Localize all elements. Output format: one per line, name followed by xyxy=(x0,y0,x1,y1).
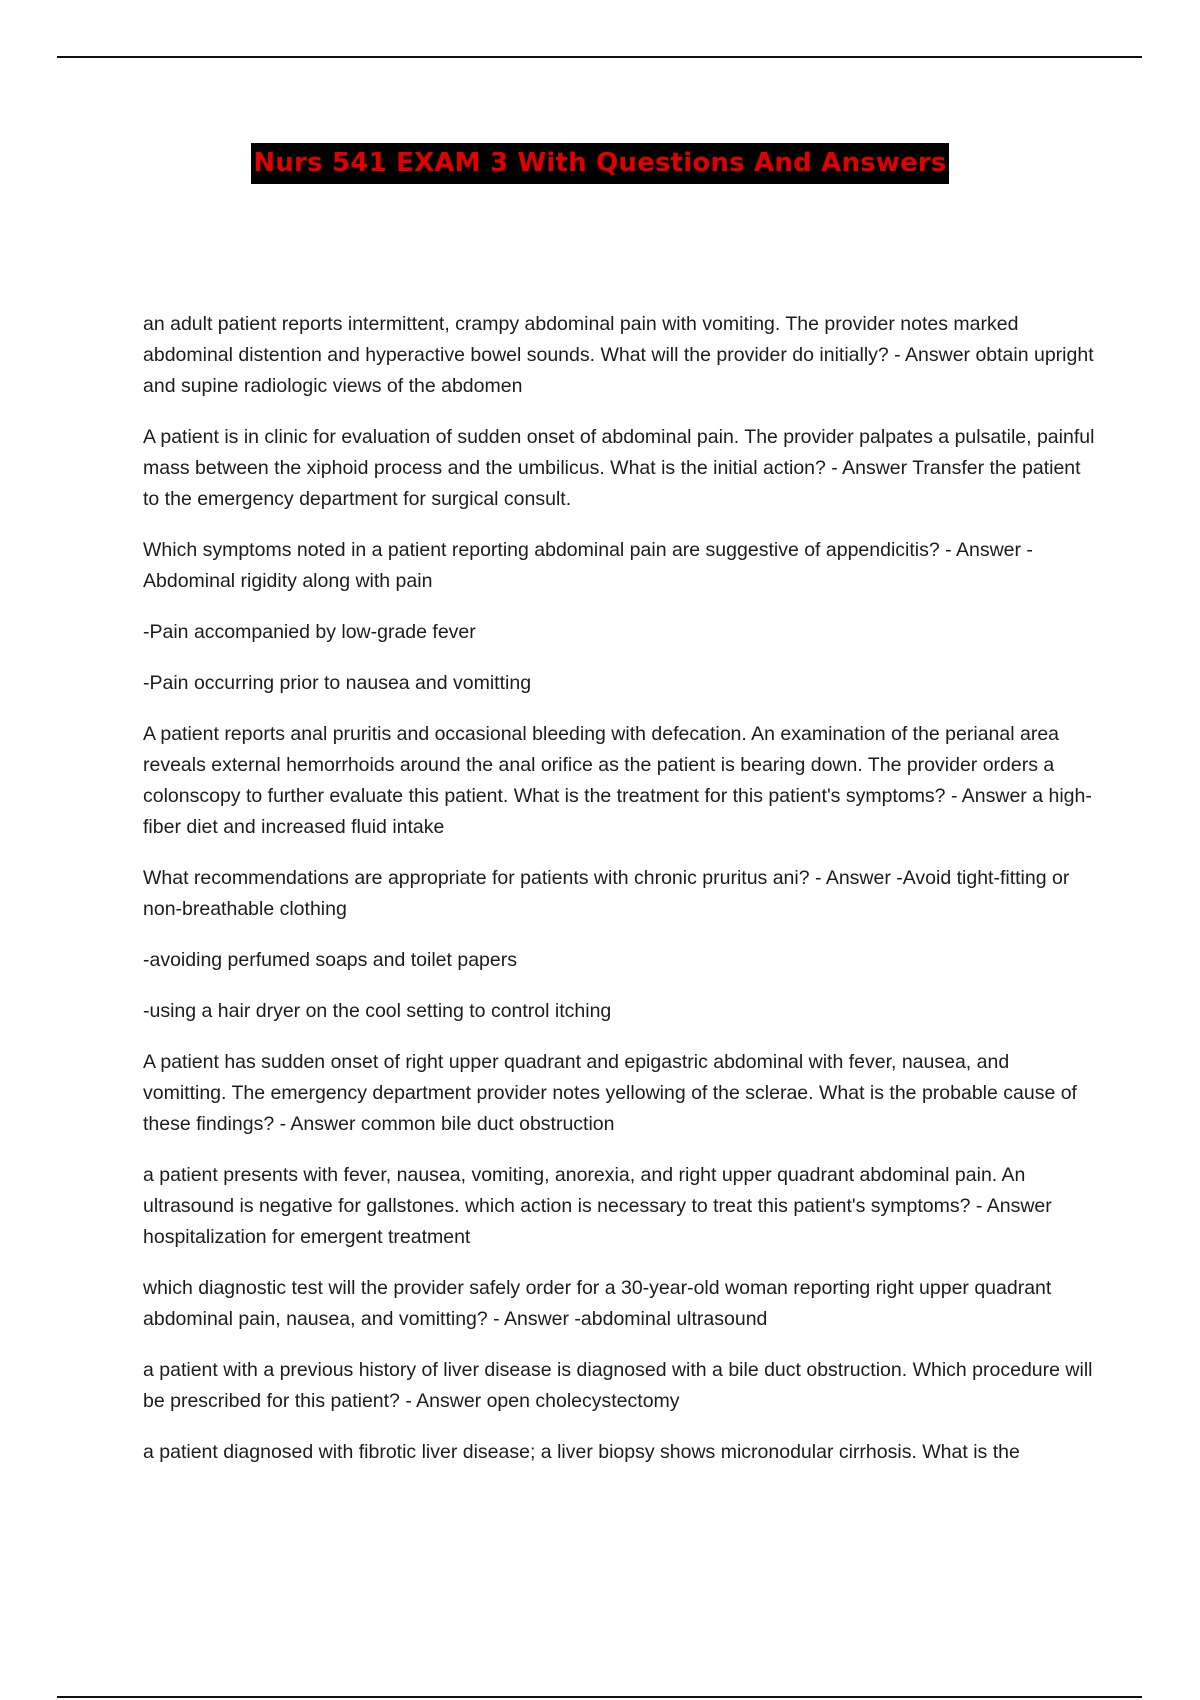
qa-paragraph: a patient diagnosed with fibrotic liver disease; a liver biopsy shows micronodular cirrhosis. What is the xyxy=(143,1441,1020,1463)
qa-paragraph: Which symptoms noted in a patient reporting abdominal pain are suggestive of appendicitis? - Answer -Abdominal rigidity along with pain xyxy=(143,539,1033,592)
title-container xyxy=(0,143,1200,184)
bottom-rule xyxy=(57,1696,1142,1698)
qa-paragraph: A patient is in clinic for evaluation of sudden onset of abdominal pain. The provider palpates a pulsatile, painful mass between the xiphoid process and the umbilicus. What is the initial action? - Answer Transfer the patient to the emergency department for surgical consult. xyxy=(143,426,1095,510)
answer-list-item: -Pain accompanied by low-grade fever xyxy=(143,621,476,643)
page-title: Nurs 541 EXAM 3 With Questions And Answers xyxy=(251,143,948,184)
top-rule xyxy=(57,56,1142,58)
qa-paragraph: a patient with a previous history of liver disease is diagnosed with a bile duct obstruction. Which procedure will be prescribed for this patient? - Answer open cholecystectomy xyxy=(143,1359,1093,1412)
qa-paragraph: a patient presents with fever, nausea, vomiting, anorexia, and right upper quadrant abdominal pain. An ultrasound is negative for gallstones. which action is necessary to treat this patient's symptoms? - Answer hospitalization for emergent treatment xyxy=(143,1164,1052,1248)
answer-list-item: -using a hair dryer on the cool setting to control itching xyxy=(143,1000,612,1022)
qa-paragraph: A patient reports anal pruritis and occasional bleeding with defecation. An examination of the perianal area reveals external hemorrhoids around the anal orifice as the patient is bearing down. The provider orders a colonscopy to further evaluate this patient. What is the treatment for this patient's symptoms? - Answer a high-fiber diet and increased fluid intake xyxy=(143,723,1092,838)
qa-paragraph: which diagnostic test will the provider safely order for a 30-year-old woman reporting right upper quadrant abdominal pain, nausea, and vomitting? - Answer -abdominal ultrasound xyxy=(143,1277,1052,1330)
qa-paragraph: A patient has sudden onset of right upper quadrant and epigastric abdominal with fever, nausea, and vomitting. The emergency department provider notes yellowing of the sclerae. What is the probable cause of these findings? - Answer common bile duct obstruction xyxy=(143,1051,1077,1135)
answer-list-item: -Pain occurring prior to nausea and vomitting xyxy=(143,672,532,694)
qa-paragraph: What recommendations are appropriate for patients with chronic pruritus ani? - Answer -Avoid tight-fitting or non-breathable clothing xyxy=(143,867,1070,920)
answer-list-item: -avoiding perfumed soaps and toilet papers xyxy=(143,949,517,971)
document-body xyxy=(143,309,1098,1488)
qa-paragraph: an adult patient reports intermittent, crampy abdominal pain with vomiting. The provider notes marked abdominal distention and hyperactive bowel sounds. What will the provider do initially? - Answer obtain upright and supine radiologic views of the abdomen xyxy=(143,313,1094,397)
